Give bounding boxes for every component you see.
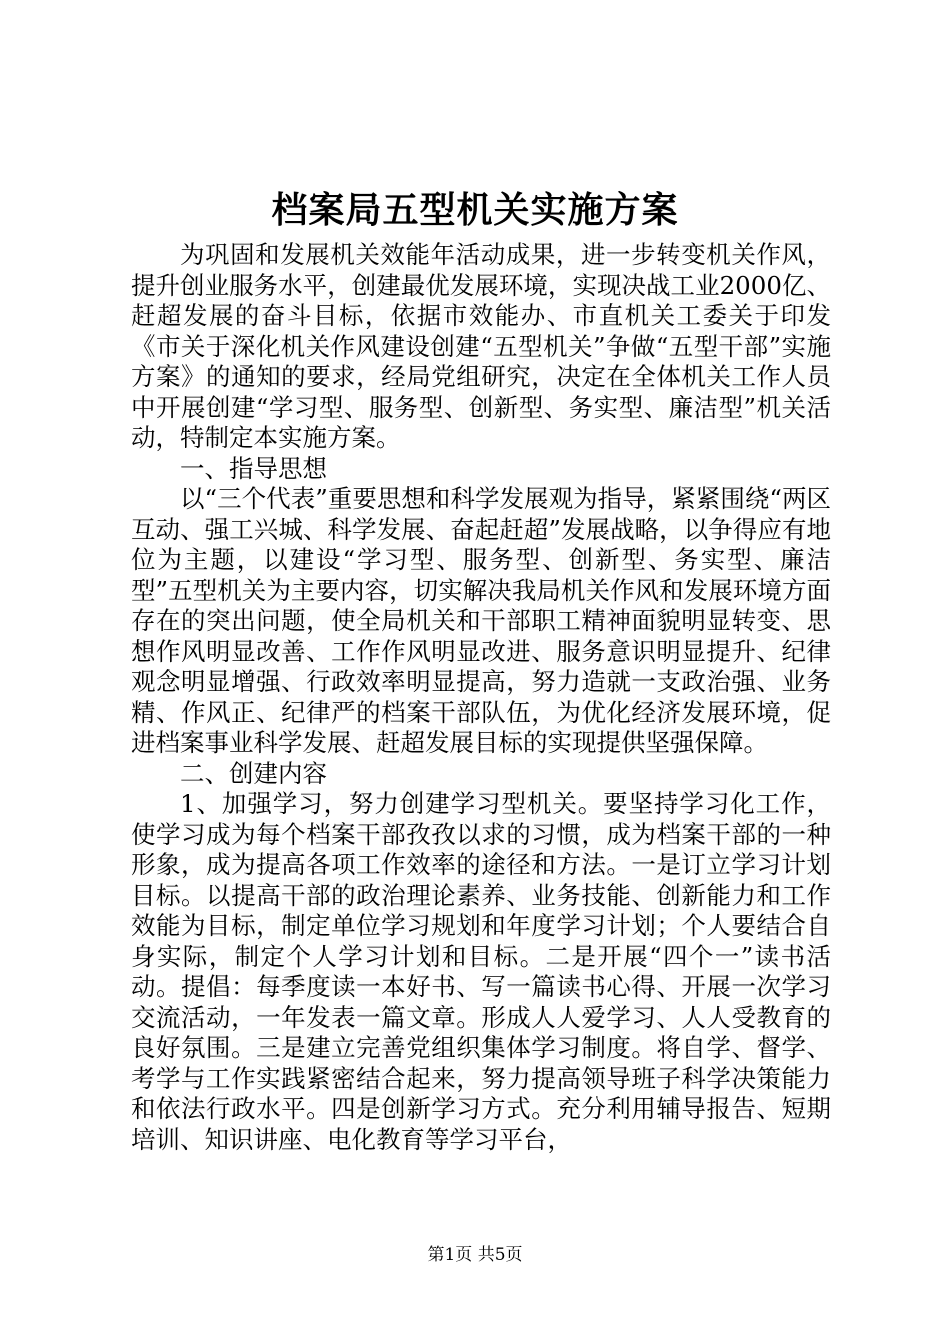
learning-organization-paragraph: 1、加强学习，努力创建学习型机关。要坚持学习化工作，使学习成为每个档案干部孜孜以求的习惯，成为档案干部的一种形象，成为提高各项工作效率的途径和方法。一是订立学习计划目标。以提高干部的政治理论素养、业务技能、创新能力和工作效能为目标，制定单位学习规划和年度学习计划；个人要结合自身实际，制定个人学习计划和目标。二是开展“四个一”读书活动。提倡：每季度读一本好书、写一篇读书心得、开展一次学习交流活动，一年发表一篇文章。形成人人爱学习、人人受教育的良好氛围。三是建立完善党组织集体学习制度。将自学、督学、考学与工作实践紧密结合起来，努力提高领导班子科学决策能力和依法行政水平。四是创新学习方式。充分利用辅导报告、短期培训、知识讲座、电化教育等学习平台， <box>131 789 831 1154</box>
section-heading-creation-content: 二、创建内容 <box>180 758 327 788</box>
document-body <box>131 240 831 1155</box>
section-heading-guiding-ideology: 一、指导思想 <box>180 453 327 483</box>
intro-paragraph: 为巩固和发展机关效能年活动成果，进一步转变机关作风，提升创业服务水平，创建最优发展环境，实现决战工业2000亿、赶超发展的奋斗目标，依据市效能办、市直机关工委关于印发《市关于深化机关作风建设创建“五型机关”争做“五型干部”实施方案》的通知的要求，经局党组研究，决定在全体机关工作人员中开展创建“学习型、服务型、创新型、务实型、廉洁型”机关活动，特制定本实施方案。 <box>131 240 831 452</box>
guiding-ideology-paragraph: 以“三个代表”重要思想和科学发展观为指导，紧紧围绕“两区互动、强工兴城、科学发展、奋起赶超”发展战略，以争得应有地位为主题，以建设“学习型、服务型、创新型、务实型、廉洁型”五型机关为主要内容，切实解决我局机关作风和发展环境方面存在的突出问题，使全局机关和干部职工精神面貌明显转变、思想作风明显改善、工作作风明显改进、服务意识明显提升、纪律观念明显增强、行政效率明显提高，努力造就一支政治强、业务精、作风正、纪律严的档案干部队伍，为优化经济发展环境，促进档案事业科学发展、赶超发展目标的实现提供坚强保障。 <box>131 484 831 757</box>
document-title: 档案局五型机关实施方案 <box>271 189 679 231</box>
page-footer: 第1页 共5页 <box>427 1245 523 1265</box>
